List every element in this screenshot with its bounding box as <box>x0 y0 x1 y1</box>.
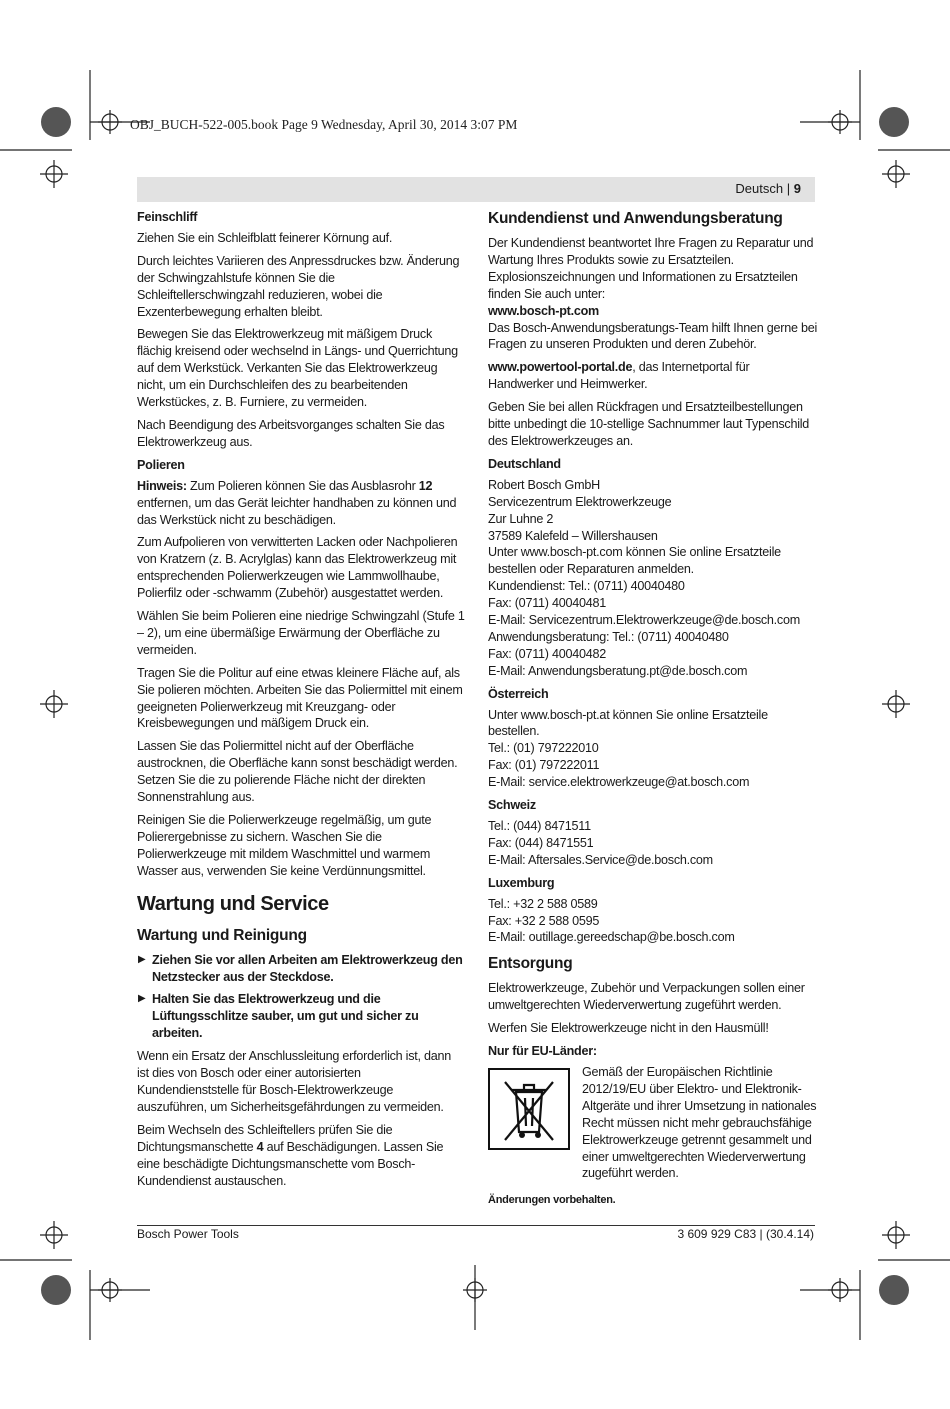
print-slug: OBJ_BUCH-522-005.book Page 9 Wednesday, April 30, 2014 3:07 PM <box>130 117 518 132</box>
paragraph: Das Bosch-Anwendungsberatungs-Team hilft Ihnen gerne bei Fragen zu unseren Produkten und deren Zubehör. <box>488 320 818 352</box>
header-separator: | <box>786 181 791 196</box>
paragraph: Bewegen Sie das Elektrowerkzeug mit mäßigem Druck flächig kreisend oder wechselnd in Längs- und Querrichtung auf dem Werkstück. Verkanten Sie das Elektrowerkzeug nicht, um ein Durchschleifen des zu bearbeitenden Werkstückes, z. B. Furniere, zu vermeiden. <box>137 327 458 410</box>
paragraph: Ziehen Sie ein Schleifblatt feinerer Körnung auf. <box>137 230 393 245</box>
hinweis-paragraph: Hinweis: Zum Polieren können Sie das Ausblasrohr 12 entfernen, um das Gerät leichter handhaben zu können und das Werkstück nicht zu beschädigen. <box>137 478 457 527</box>
schweiz-contact: Tel.: (044) 8471511 Fax: (044) 8471551 E-Mail: Aftersales.Service@de.bosch.com <box>488 819 713 867</box>
changes-note: Änderungen vorbehalten. <box>488 1194 616 1207</box>
paragraph: www.powertool-portal.de, das Internetportal für Handwerker und Heimwerker. <box>488 360 750 392</box>
safety-bullet: ▶ Halten Sie das Elektrowerkzeug und die Lüftungsschlitze sauber, um gut und sicher zu arbeiten. <box>138 992 419 1041</box>
wartung-service-title: Wartung und Service <box>137 892 329 915</box>
oesterreich-heading: Österreich <box>488 686 549 701</box>
bosch-url: www.bosch-pt.com <box>488 303 599 318</box>
page-number: 9 <box>793 181 801 196</box>
paragraph: Lassen Sie das Poliermittel nicht auf der Oberfläche austrocknen, die Oberfläche kann sonst beschädigt werden. Setzen Sie die zu polierende Fläche nicht der direkten Sonnenstrahlung aus. <box>137 739 458 805</box>
part-number: 4 <box>256 1139 264 1154</box>
polieren-heading: Polieren <box>137 457 185 472</box>
paragraph: Werfen Sie Elektrowerkzeuge nicht in den Hausmüll! <box>488 1021 769 1036</box>
oesterreich-contact: Unter www.bosch-pt.at können Sie online Ersatzteile bestellen. Tel.: (01) 797222010 Fax: (01) 797222011 E-Mail: service.elektrowerkzeuge@at.bosch.com <box>488 707 768 790</box>
left-column <box>137 209 465 1195</box>
paragraph: Der Kundendienst beantwortet Ihre Fragen zu Reparatur und Wartung Ihres Produkts sowie zu Ersatzteilen. Explosionszeichnungen und Informationen zu Ersatzteilen finden Sie auch unter: <box>488 236 814 301</box>
part-number: 12 <box>418 478 433 493</box>
right-column <box>488 209 818 1209</box>
paragraph: Nach Beendigung des Arbeitsvorganges schalten Sie das Elektrowerkzeug aus. <box>137 417 445 449</box>
paragraph: Wählen Sie beim Polieren eine niedrige Schwingzahl (Stufe 1 – 2), um eine übermäßige Erwärmung der Oberfläche zu vermeiden. <box>137 609 465 657</box>
footer-rule <box>137 1225 815 1226</box>
entsorgung-heading: Entsorgung <box>488 955 573 973</box>
paragraph: Zum Aufpolieren von verwitterten Lacken oder Nachpolieren von Kratzern (z. B. Acrylglas) kann das Elektrowerkzeug mit entsprechenden Polierwerkzeugen wie Lammwollhaube, Polierfilz oder -schwamm (Zubehör) ausgestattet werden. <box>137 535 458 601</box>
paragraph: Beim Wechseln des Schleiftellers prüfen Sie die Dichtungsmanschette 4 auf Beschädigungen. Lassen Sie eine beschädigte Dichtungsmanschette vom Bosch-Kundendienst austauschen. <box>137 1122 444 1188</box>
weee-notice <box>488 1064 818 1182</box>
paragraph: Reinigen Sie die Polierwerkzeuge regelmäßig, um gute Polierergebnisse zu sichern. Waschen Sie die Polierwerkzeuge mit mildem Waschmittel und warmem Wasser aus, verwenden Sie keine Verdünnungsmittel. <box>137 813 432 878</box>
safety-bullet: ▶ Ziehen Sie vor allen Arbeiten am Elektrowerkzeug den Netzstecker aus der Steckdose. <box>138 952 463 984</box>
kundendienst-heading: Kundendienst und Anwendungsberatung <box>488 210 783 227</box>
paragraph: Wenn ein Ersatz der Anschlussleitung erforderlich ist, dann ist dies von Bosch oder einer autorisierten Kundendienststelle für Bosch-Elektrowerkzeuge auszuführen, um Sicherheitsgefährdungen zu vermeiden. <box>137 1049 452 1114</box>
luxemburg-heading: Luxemburg <box>488 875 555 890</box>
section-name: Deutsch <box>735 181 784 196</box>
footer-brand: Bosch Power Tools <box>137 1227 239 1241</box>
deutschland-heading: Deutschland <box>488 456 561 471</box>
eu-heading: Nur für EU-Länder: <box>488 1044 597 1059</box>
footer-docnumber: 3 609 929 C83 | (30.4.14) <box>677 1227 814 1241</box>
portal-url: www.powertool-portal.de <box>488 360 633 375</box>
paragraph: Geben Sie bei allen Rückfragen und Ersatzteilbestellungen bitte unbedingt die 10-stellige Sachnummer laut Typenschild des Elektrowerkzeuges an. <box>488 400 810 448</box>
weee-text: Gemäß der Europäischen Richtlinie 2012/19/EU über Elektro- und Elektronik-Altgeräte und ihrer Umsetzung in nationales Recht müssen nicht mehr gebrauchsfähige Elektrowerkzeuge getrennt gesammelt und einer umweltgerechten Wiederverwertung zugeführt werden. <box>582 1064 817 1181</box>
paragraph: Elektrowerkzeuge, Zubehör und Verpackungen sollen einer umweltgerechten Wiederverwertung zugeführt werden. <box>488 981 805 1013</box>
deutschland-contact: Robert Bosch GmbH Servicezentrum Elektrowerkzeuge Zur Luhne 2 37589 Kalefeld – Willershausen Unter www.bosch-pt.com können Sie online Ersatzteile bestellen oder Reparaturen anmelden. Kundendienst: Tel.: (0711) 40040480 Fax: (0711) 40040481 E-Mail: Servicezentrum.Elektrowerkzeuge@de.bosch.com Anwendungsberatung: Tel.: (0711) 40040480 Fax: (0711) 40040482 E-Mail: Anwendungsberatung.pt@de.bosch.com <box>488 477 800 678</box>
crossed-out-bin-icon <box>488 1068 570 1150</box>
schweiz-heading: Schweiz <box>488 798 536 813</box>
hinweis-label: Hinweis: <box>137 478 187 493</box>
triangle-bullet-icon: ▶ <box>138 953 146 965</box>
triangle-bullet-icon: ▶ <box>138 993 146 1005</box>
wartung-reinigung-heading: Wartung und Reinigung <box>137 926 307 944</box>
feinschliff-heading: Feinschliff <box>137 210 198 224</box>
paragraph: Durch leichtes Variieren des Anpressdruckes bzw. Änderung der Schwingzahlstufe können Sie die Schleiftellerschwingzahl reduzieren, wobei die Exzenterbewegung erhalten bleibt. <box>137 253 460 319</box>
luxemburg-contact: Tel.: +32 2 588 0589 Fax: +32 2 588 0595 E-Mail: outillage.gereedschap@be.bosch.com <box>488 896 735 945</box>
header-bar <box>137 177 815 202</box>
running-header <box>735 181 801 196</box>
paragraph: Tragen Sie die Politur auf eine etwas kleinere Fläche auf, als Sie polieren möchten. Arbeiten Sie das Poliermittel mit einem geeigneten Polierwerkzeug mit Kreuzgang- oder Kreisbewegungen und mäßigem Druck ein. <box>137 665 463 731</box>
